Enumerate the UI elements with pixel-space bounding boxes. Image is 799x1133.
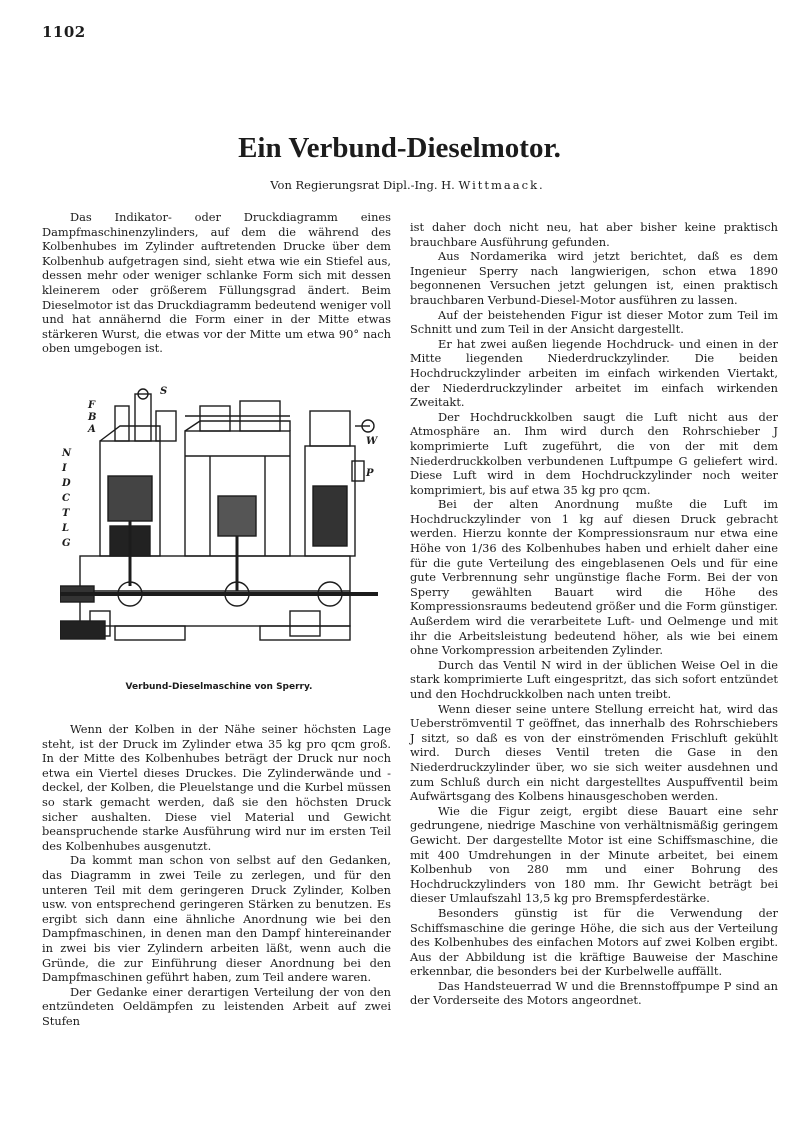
paragraph-figur: Auf der beistehenden Figur ist dieser Motor zum Teil im Schnitt und zum Teil in der Ansicht dargestellt. [410, 307, 778, 337]
figure-label-n: N [62, 448, 72, 459]
figure-label-b: B [88, 412, 97, 423]
paragraph-nordamerika: Aus Nordamerika wird jetzt berichtet, daß es dem Ingenieur Sperry nach langwierigen, schon etwa 1890 begonnenen Versuchen jetzt gelungen ist, einen praktisch brauchbaren Verbund-Diesel-Motor ausführen zu lassen. [410, 249, 778, 307]
byline [0, 178, 799, 192]
figure-label-g: G [62, 538, 71, 549]
figure-label-p: P [366, 468, 374, 479]
paragraph-schiffsmaschine: Besonders günstig ist für die Verwendung der Schiffsmaschine die geringe Höhe, die sich aus der Verteilung des Kolbenhubes des einfachen Motors auf zwei Kolben ergibt. Aus der Abbildung ist die kräftige Bauweise der Maschine erkennbar, die besonders bei der Kurbelwelle auffällt. [410, 905, 778, 979]
left-column [42, 210, 391, 1028]
figure-label-l: L [62, 523, 70, 534]
left-column-lower [42, 722, 391, 1028]
figure-label-s: S [160, 386, 168, 397]
engine-figure [60, 386, 378, 696]
figure-caption: Verbund-Dieselmaschine von Sperry. [125, 682, 313, 692]
article-title: Ein Verbund-Dieselmotor. [238, 132, 561, 164]
paragraph-bauart: Wie die Figur zeigt, ergibt diese Bauart eine sehr gedrungene, niedrige Maschine von verhältnismäßig geringem Gewicht. Der dargestellte Motor ist eine Schiffsmaschine, die mit 400 Umdrehungen in der Minute arbeitet, bei einem Kolbenhub von 280 mm und einer Bohrung des Hochdruckzylinders von 180 mm. Ihr Gewicht beträgt bei dieser Umlaufszahl 13,5 kg pro Bremspferdestärke. [410, 803, 778, 906]
paragraph-gedanken: Da kommt man schon von selbst auf den Gedanken, das Diagramm in zwei Teile zu zerlegen, und für den unteren Teil mit dem geringeren Druck Zylinder, Kolben usw. von entsprechend geringeren Stärken zu benutzen. Es ergibt sich dann eine ähnliche Anordnung wie bei den Dampfmaschinen, in denen man den Dampf hintereinander in zwei bis vier Zylindern arbeiten läßt, wenn auch die Gründe, die zur Einführung dieser Anordnung bei den Dampfmaschinen geführt haben, zum Teil andere waren. [42, 853, 391, 985]
engine-drawing [60, 386, 378, 656]
intro-paragraph: Das Indikator- oder Druckdiagramm eines Dampfmaschinenzylinders, auf dem die während des Kolbenhubes im Zylinder auftretenden Drucke über dem Kolbenhub aufgetragen sind, sieht etwa wie ein Stiefel aus, dessen mehr oder weniger schlanke Form sich mit dessen kleinerem oder größerem Füllungsgrad ändert. Beim Dieselmotor ist das Druckdiagramm bedeutend weniger voll und hat annähernd die Form einer in der Mitte etwas stärkeren Wurst, die etwas vor der Mitte um etwa 90° nach oben umgebogen ist. [42, 210, 391, 356]
figure-label-w: W [366, 436, 378, 447]
paragraph-hochdruckkolben: Der Hochdruckkolben saugt die Luft nicht aus der Atmosphäre an. Ihm wird durch den Rohrschieber J komprimierte Luft zugeführt, die von der mit dem Niederdruckkolben verbundenen Luftpumpe G geliefert wird. Diese Luft wird in dem Hochdruckzylinder noch weiter komprimiert, bis auf etwa 35 kg pro qcm. [410, 409, 778, 497]
byline-author: Wittmaack. [458, 178, 545, 192]
paragraph-ueberstroemventil: Wenn dieser seine untere Stellung erreicht hat, wird das Ueberströmventil T geöffnet, das innerhalb des Rohrschiebers J sitzt, so daß es von der einströmenden Frischluft gekühlt wird. Durch dieses Ventil treten die Gase in den Niederdruckzylinder über, wo sie sich weiter ausdehnen und zum Schluß durch ein nicht dargestelltes Auspuffventil beim Aufwärtsgang des Kolbens hinausgeschoben werden. [410, 701, 778, 804]
paragraph-handsteuerrad: Das Handsteuerrad W und die Brennstoffpumpe P sind an der Vorderseite des Motors angeordnet. [410, 978, 778, 1008]
paragraph-verteilung: Der Gedanke einer derartigen Verteilung der von den entzündeten Oeldämpfen zu leistenden Arbeit auf zwei Stufen [42, 984, 391, 1028]
figure-label-t: T [62, 508, 70, 519]
paragraph-ventil-n: Durch das Ventil N wird in der üblichen Weise Oel in die stark komprimierte Luft eingespritzt, das sich sofort entzündet und den Hochdruckkolben nach unten treibt. [410, 657, 778, 701]
figure-label-c: C [62, 493, 70, 504]
figure-label-i: I [62, 463, 67, 474]
page-number: 1102 [42, 23, 86, 41]
byline-prefix: Von Regierungsrat Dipl.-Ing. H. [270, 178, 455, 192]
paragraph-continuation: ist daher doch nicht neu, hat aber bisher keine praktisch brauchbare Ausführung gefunden. [410, 220, 778, 249]
paragraph-kolben: Wenn der Kolben in der Nähe seiner höchsten Lage steht, ist der Druck im Zylinder etwa 35 kg pro qcm groß. In der Mitte des Kolbenhubes beträgt der Druck nur noch etwa ein Viertel dieses Druckes. Die Zylinderwände und -deckel, der Kolben, die Pleuelstange und die Kurbel müssen so stark gemacht werden, daß sie den höchsten Druck sicher aushalten. Diese viel Material und Gewicht beanspruchende starke Ausführung wird nur im ersten Teil des Kolbenhubes ausgenutzt. [42, 722, 391, 853]
paragraph-zylinder: Er hat zwei außen liegende Hochdruck- und einen in der Mitte liegenden Niederdruckzylinder. Die beiden Hochdruckzylinder arbeiten im einfach wirkenden Viertakt, der Niederdruckzylinder arbeitet im einfach wirkenden Zweitakt. [410, 336, 778, 410]
right-column [410, 220, 778, 1008]
figure-label-f: F [88, 400, 96, 411]
figure-label-a: A [88, 424, 96, 435]
figure-label-d: D [62, 478, 71, 489]
paragraph-alte-anordnung: Bei der alten Anordnung mußte die Luft im Hochdruckzylinder von 1 kg auf diesen Druck gebracht werden. Hierzu konnte der Kompressionsraum nur etwa eine Höhe von 1/36 des Kolbenhubes haben und erhielt daher eine für die gute Verteilung des eingeblasenen Oels und für eine gute Verbrennung sehr ungünstige flache Form. Bei der von Sperry gewählten Bauart wird die Höhe des Kompressionsraums bedeutend größer und die Form günstiger. Außerdem wird die verarbeitete Luft- und Oelmenge und mit ihr die Arbeitsleistung bedeutend höher, als wie bei einem ohne Vorkompression arbeitenden Zylinder. [410, 497, 778, 658]
